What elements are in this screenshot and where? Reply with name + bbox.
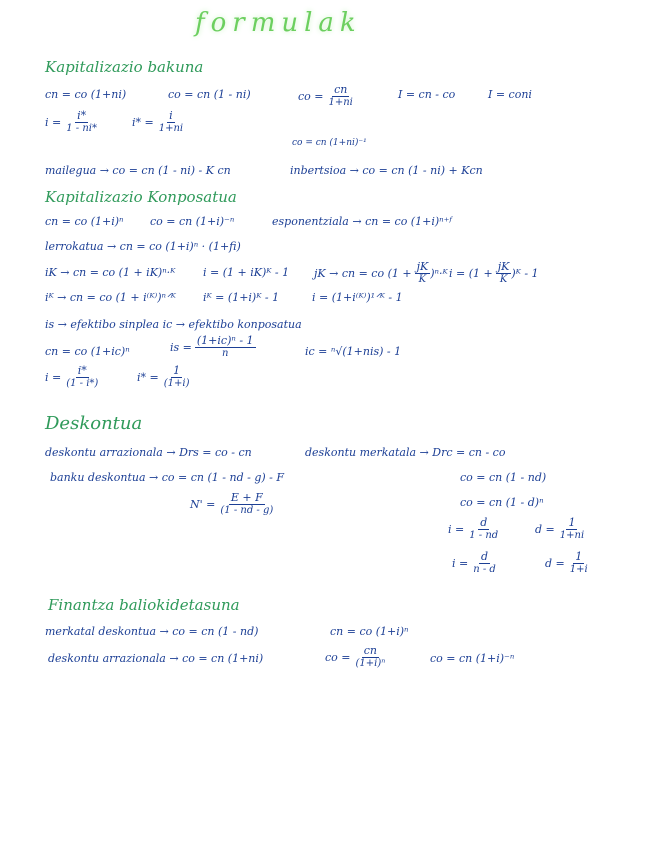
- formula-fraction: [448, 517, 500, 542]
- formula: co = cn (1 - nd): [460, 471, 547, 484]
- formula-fraction: [452, 551, 498, 576]
- fraction-numerator: jK: [416, 260, 429, 273]
- fraction-numerator: i*: [77, 364, 87, 377]
- fraction-numerator: d: [480, 516, 488, 529]
- fraction-numerator: d: [481, 550, 489, 563]
- formula: co = cn (1 - d)ⁿ: [460, 496, 544, 509]
- formula: co = cn (1+i)⁻ⁿ: [150, 215, 235, 228]
- formula-lhs: i = (1 +: [449, 267, 493, 280]
- formula: I = cn - co: [398, 88, 456, 101]
- fraction-denominator: 1+ni: [158, 123, 184, 134]
- formula: i = (1 + iK)ᴷ - 1: [203, 266, 290, 279]
- formula-lhs: is =: [170, 341, 192, 354]
- formula: ic = ⁿ√(1+nis) - 1: [305, 345, 402, 358]
- formula: merkatal deskontua → co = cn (1 - nd): [45, 625, 259, 638]
- fraction-denominator: n - d: [473, 564, 496, 575]
- formula: co = cn (1+ni)⁻¹: [292, 138, 367, 148]
- formula: iᴷ → cn = co (1 + i⁽ᴷ⁾)ⁿᐟᴷ: [45, 291, 176, 304]
- formula-fraction: [449, 261, 539, 286]
- formula-lhs: i =: [45, 371, 62, 384]
- fraction-numerator: 1: [568, 516, 576, 529]
- formula-fraction: [325, 645, 387, 670]
- fraction-denominator: (1 - i*): [66, 378, 99, 389]
- formula-fraction: [545, 551, 590, 576]
- fraction-denominator: (1 - nd - g): [220, 505, 274, 516]
- formula: deskontu arrazionala → Drs = co - cn: [45, 446, 252, 459]
- fraction-denominator: 1 - ni*: [66, 123, 97, 134]
- formula: cn = co (1+ic)ⁿ: [45, 345, 130, 358]
- formula: esponentziala → cn = co (1+i)ⁿ⁺ᶠ: [272, 215, 452, 228]
- formula: iᴷ = (1+i)ᴷ - 1: [203, 291, 280, 304]
- formula: banku deskontua → co = cn (1 - nd - g) - F: [50, 471, 285, 484]
- fraction-numerator: i: [169, 109, 173, 122]
- fraction-numerator: jK: [497, 260, 510, 273]
- formula: lerrokatua → cn = co (1+i)ⁿ · (1+fi): [45, 240, 241, 253]
- fraction-denominator: K: [499, 274, 508, 285]
- formula: mailegua → co = cn (1 - ni) - K cn: [45, 164, 231, 177]
- formula-tail: )ᴷ - 1: [511, 267, 539, 280]
- fraction-denominator: K: [418, 274, 427, 285]
- formula: deskontu merkatala → Drc = cn - co: [305, 446, 506, 459]
- formula-fraction: [132, 110, 185, 135]
- fraction-numerator: E + F: [230, 491, 263, 504]
- fraction-numerator: cn: [334, 83, 348, 96]
- heading-deskontua: Deskontua: [45, 413, 143, 434]
- formula-lhs: jK → cn = co (1 +: [314, 267, 412, 280]
- formula: deskontu arrazionala → co = cn (1+ni): [48, 652, 264, 665]
- formula-lhs: i =: [452, 557, 469, 570]
- formula: i = (1+i⁽ᴷ⁾)¹ᐟᴷ - 1: [312, 291, 403, 304]
- formula-lhs: i =: [448, 523, 465, 536]
- formula-fraction: [190, 492, 275, 517]
- formula-lhs: d =: [535, 523, 555, 536]
- formula: is → efektibo sinplea ic → efektibo konposatua: [45, 318, 302, 331]
- formula-lhs: co =: [298, 90, 324, 103]
- formula-lhs: i =: [45, 116, 62, 129]
- formula-lhs: i* =: [132, 116, 154, 129]
- formula-fraction: [137, 365, 191, 390]
- formula: co = cn (1 - ni): [168, 88, 251, 101]
- formula-fraction: [298, 84, 355, 109]
- page-title: formulak: [195, 8, 362, 38]
- formula-lhs: d =: [545, 557, 565, 570]
- fraction-denominator: 1 - nd: [469, 530, 499, 541]
- fraction-denominator: 1+ni: [559, 530, 585, 541]
- fraction-numerator: 1: [173, 364, 181, 377]
- formula: inbertsioa → co = cn (1 - ni) + Kcn: [290, 164, 483, 177]
- heading-kapitalizazio-bakuna: Kapitalizazio bakuna: [45, 58, 204, 76]
- formula-fraction: [314, 261, 448, 286]
- fraction-denominator: (1+i)ⁿ: [355, 658, 386, 669]
- formula-fraction: [45, 110, 99, 135]
- heading-finantza-baliokidetasuna: Finantza baliokidetasuna: [48, 596, 240, 614]
- formula-lhs: i* =: [137, 371, 159, 384]
- formula-tail: )ⁿ·ᴷ: [430, 267, 448, 280]
- fraction-denominator: 1+ni: [328, 97, 353, 108]
- formula-lhs: co =: [325, 651, 351, 664]
- fraction-denominator: 1+i: [569, 564, 588, 575]
- formula-lhs: N' =: [190, 498, 216, 511]
- formula-fraction: [170, 335, 256, 360]
- fraction-numerator: cn: [363, 644, 378, 657]
- fraction-denominator: (1+i): [163, 378, 190, 389]
- formula: cn = co (1+ni): [45, 88, 127, 101]
- formula: cn = co (1+i)ⁿ: [330, 625, 409, 638]
- formula: cn = co (1+i)ⁿ: [45, 215, 124, 228]
- fraction-denominator: n: [221, 348, 229, 359]
- formula: co = cn (1+i)⁻ⁿ: [430, 652, 515, 665]
- formula-fraction: [535, 517, 586, 542]
- fraction-numerator: i*: [77, 109, 87, 122]
- formula-fraction: [45, 365, 100, 390]
- formula: iK → cn = co (1 + iK)ⁿ·ᴷ: [45, 266, 176, 279]
- fraction-numerator: 1: [575, 550, 583, 563]
- heading-kapitalizazio-konposatua: Kapitalizazio Konposatua: [45, 188, 237, 206]
- formula: I = coni: [488, 88, 532, 101]
- fraction-numerator: (1+ic)ⁿ - 1: [196, 334, 254, 347]
